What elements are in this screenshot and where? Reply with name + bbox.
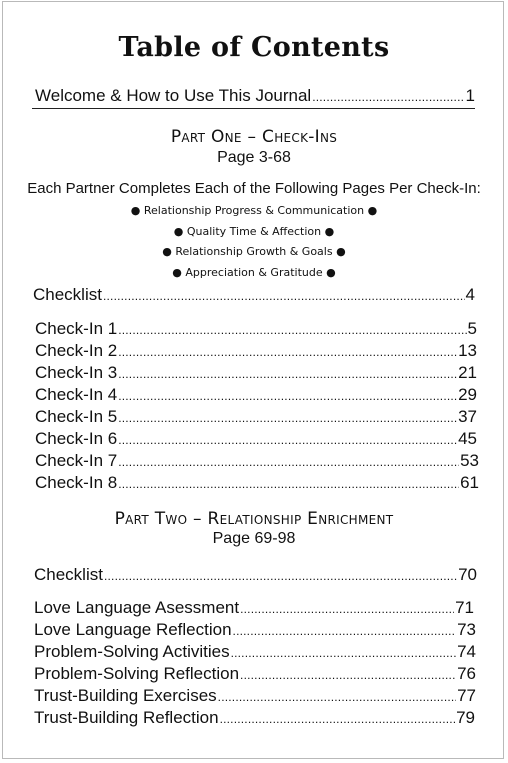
part-two-heading: Part Two – Relationship Enrichment	[114, 509, 394, 529]
toc-entry-page: 76	[457, 664, 476, 683]
divider-line	[32, 108, 475, 109]
dot-leader	[118, 342, 457, 362]
toc-entry-page: 37	[458, 407, 477, 426]
toc-entry	[34, 620, 476, 641]
bullet-dot-icon: ●	[172, 266, 182, 279]
toc-entry-label: Check-In 8	[35, 473, 118, 492]
dot-leader	[218, 687, 456, 707]
toc-entry-page: 79	[456, 708, 475, 727]
toc-entry-checklist	[34, 565, 477, 586]
page-title: Table of Contents	[118, 32, 390, 63]
toc-entry-label: Welcome & How to Use This Journal	[35, 86, 312, 105]
bullet-dot-icon: ●	[173, 225, 184, 238]
toc-entry-label: Check-In 1	[35, 319, 118, 338]
bullet-text: Appreciation & Gratitude	[185, 266, 323, 279]
toc-entry-page: 1	[465, 86, 475, 105]
bullet-item	[0, 204, 508, 217]
part-one-pages: Page 3-68	[217, 149, 291, 166]
toc-entry-label: Check-In 4	[35, 385, 118, 404]
toc-entry-label: Problem-Solving Reflection	[34, 664, 240, 683]
toc-entry	[35, 407, 477, 428]
toc-entry-label: Check-In 3	[35, 363, 118, 382]
dot-leader	[240, 599, 454, 619]
toc-entry-checklist	[33, 285, 475, 306]
toc-entry-label: Check-In 5	[35, 407, 118, 426]
bullet-item	[0, 225, 508, 238]
toc-entry-label: Love Language Asessment	[34, 598, 240, 617]
toc-entry-label: Check-In 7	[35, 451, 118, 470]
bullet-dot-icon: ●	[326, 266, 336, 279]
bullet-item	[0, 245, 508, 258]
toc-entry-label: Trust-Building Exercises	[34, 686, 217, 705]
toc-entry-label: Checklist	[33, 285, 102, 304]
toc-entry-page: 4	[465, 285, 475, 304]
toc-entry	[35, 429, 477, 450]
dot-leader	[104, 566, 457, 586]
part-one-instruction: Each Partner Completes Each of the Following Pages Per Check-In:	[27, 180, 481, 197]
part-two-pages: Page 69-98	[212, 530, 296, 547]
dot-leader	[118, 452, 459, 472]
toc-entry	[35, 341, 477, 362]
dot-leader	[231, 643, 457, 663]
bullet-item	[0, 266, 508, 279]
bullet-text: Relationship Progress & Communication	[143, 204, 365, 217]
toc-entry-label: Check-In 6	[35, 429, 118, 448]
toc-entry-page: 13	[458, 341, 477, 360]
toc-entry	[35, 319, 477, 340]
toc-entry-label: Check-In 2	[35, 341, 118, 360]
toc-entry	[35, 385, 477, 406]
toc-entry-page: 29	[458, 385, 477, 404]
part-one-heading: Part One – Check-Ins	[170, 127, 338, 147]
toc-entry-page: 74	[457, 642, 476, 661]
bullet-dot-icon: ●	[130, 204, 141, 217]
bullet-dot-icon: ●	[162, 245, 172, 258]
toc-entry-page: 5	[467, 319, 477, 338]
dot-leader	[220, 709, 456, 729]
toc-entry	[34, 686, 476, 707]
bullet-dot-icon: ●	[324, 225, 335, 238]
dot-leader	[118, 430, 457, 450]
toc-entry-page: 61	[460, 473, 479, 492]
toc-entry	[34, 664, 476, 685]
dot-leader	[312, 87, 464, 107]
dot-leader	[240, 665, 456, 685]
toc-entry-page: 73	[457, 620, 476, 639]
toc-entry-page: 70	[458, 565, 477, 584]
toc-entry-welcome	[35, 86, 475, 107]
bullet-dot-icon: ●	[367, 204, 378, 217]
dot-leader	[118, 474, 459, 494]
dot-leader	[118, 386, 457, 406]
toc-entry-label: Love Language Reflection	[34, 620, 232, 639]
toc-entry	[35, 451, 479, 472]
toc-entry-page: 21	[458, 363, 477, 382]
toc-entry	[34, 708, 475, 729]
toc-entry-label: Checklist	[34, 565, 103, 584]
toc-entry	[35, 473, 479, 494]
toc-entry	[34, 598, 474, 619]
dot-leader	[118, 408, 457, 428]
toc-entry	[34, 642, 476, 663]
toc-entry-page: 53	[460, 451, 479, 470]
dot-leader	[103, 286, 465, 306]
bullet-text: Relationship Growth & Goals	[175, 245, 333, 258]
dot-leader	[118, 320, 466, 340]
toc-entry	[35, 363, 477, 384]
toc-entry-page: 71	[455, 598, 474, 617]
toc-entry-label: Trust-Building Reflection	[34, 708, 219, 727]
dot-leader	[233, 621, 457, 641]
toc-entry-label: Problem-Solving Activities	[34, 642, 230, 661]
toc-entry-page: 77	[457, 686, 476, 705]
bullet-dot-icon: ●	[336, 245, 346, 258]
bullet-text: Quality Time & Affection	[186, 225, 322, 238]
toc-entry-page: 45	[458, 429, 477, 448]
dot-leader	[118, 364, 457, 384]
